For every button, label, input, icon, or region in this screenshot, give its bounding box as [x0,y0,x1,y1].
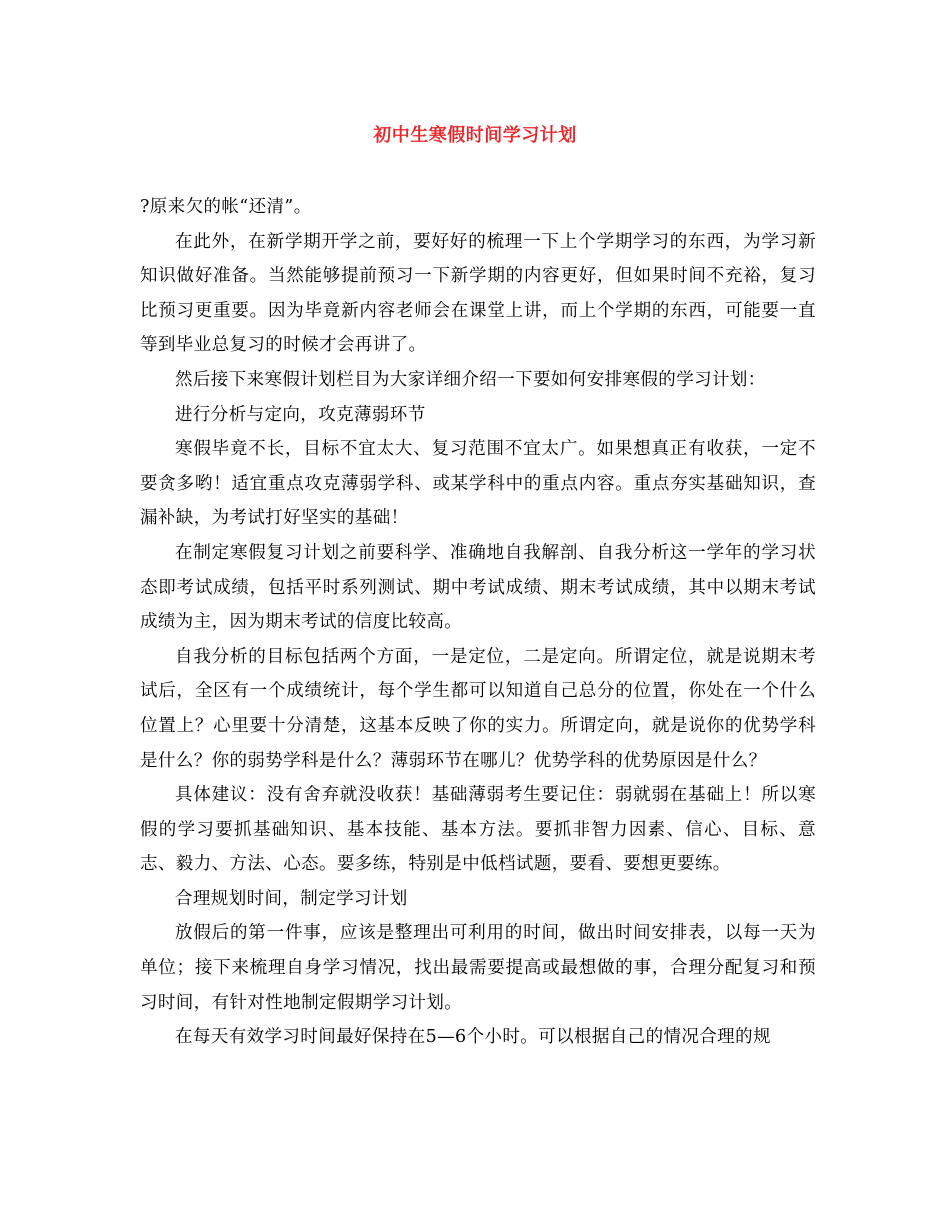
section-heading-analysis: 进行分析与定向，攻克薄弱环节 [175,404,426,425]
document-body [140,190,816,1055]
paragraph-8: 具体建议：没有舍弃就没收获！基础薄弱考生要记住：弱就弱在基础上！所以寒假的学习要抓基础知识、基本技能、基本方法。要抓非智力因素、信心、目标、意志、毅力、方法、心态。要多练，特别是中低档试题，要看、要想更要练。 [140,785,816,875]
paragraph-1: ?原来欠的帐“还清”。 [140,197,312,217]
paragraph-10: 放假后的第一件事，应该是整理出可利用的时间，做出时间安排表，以每一天为单位；接下来梳理自身学习情况，找出最需要提高或最想做的事，合理分配复习和预习时间，有针对性地制定假期学习计划。 [140,923,816,1013]
paragraph-11: 在每天有效学习时间最好保持在5—6个小时。可以根据自己的情况合理的规 [175,1027,771,1048]
paragraph-6: 在制定寒假复习计划之前要科学、准确地自我解剖、自我分析这一学年的学习状态即考试成绩，包括平时系列测试、期中考试成绩、期末考试成绩，其中以期末考试成绩为主，因为期末考试的信度比较高。 [140,542,816,633]
section-heading-planning: 合理规划时间，制定学习计划 [175,888,408,909]
document-title: 初中生寒假时间学习计划 [373,125,577,146]
paragraph-5: 寒假毕竟不长，目标不宜太大、复习范围不宜太广。如果想真正有收获，一定不要贪多哟！适宜重点攻克薄弱学科、或某学科中的重点内容。重点夯实基础知识，查漏补缺，为考试打好坚实的基础！ [140,439,816,529]
paragraph-7: 自我分析的目标包括两个方面，一是定位，二是定向。所谓定位，就是说期末考试后，全区有一个成绩统计，每个学生都可以知道自己总分的位置，你处在一个什么位置上？心里要十分清楚，这基本反映了你的实力。所谓定向，就是说你的优势学科是什么？你的弱势学科是什么？薄弱环节在哪儿？优势学科的优势原因是什么？ [140,646,816,771]
paragraph-3: 然后接下来寒假计划栏目为大家详细介绍一下要如何安排寒假的学习计划： [175,369,766,390]
paragraph-2: 在此外，在新学期开学之前，要好好的梳理一下上个学期学习的东西，为学习新知识做好准备。当然能够提前预习一下新学期的内容更好，但如果时间不充裕，复习比预习更重要。因为毕竟新内容老师会在课堂上讲，而上个学期的东西，可能要一直等到毕业总复习的时候才会再讲了。 [140,231,816,356]
